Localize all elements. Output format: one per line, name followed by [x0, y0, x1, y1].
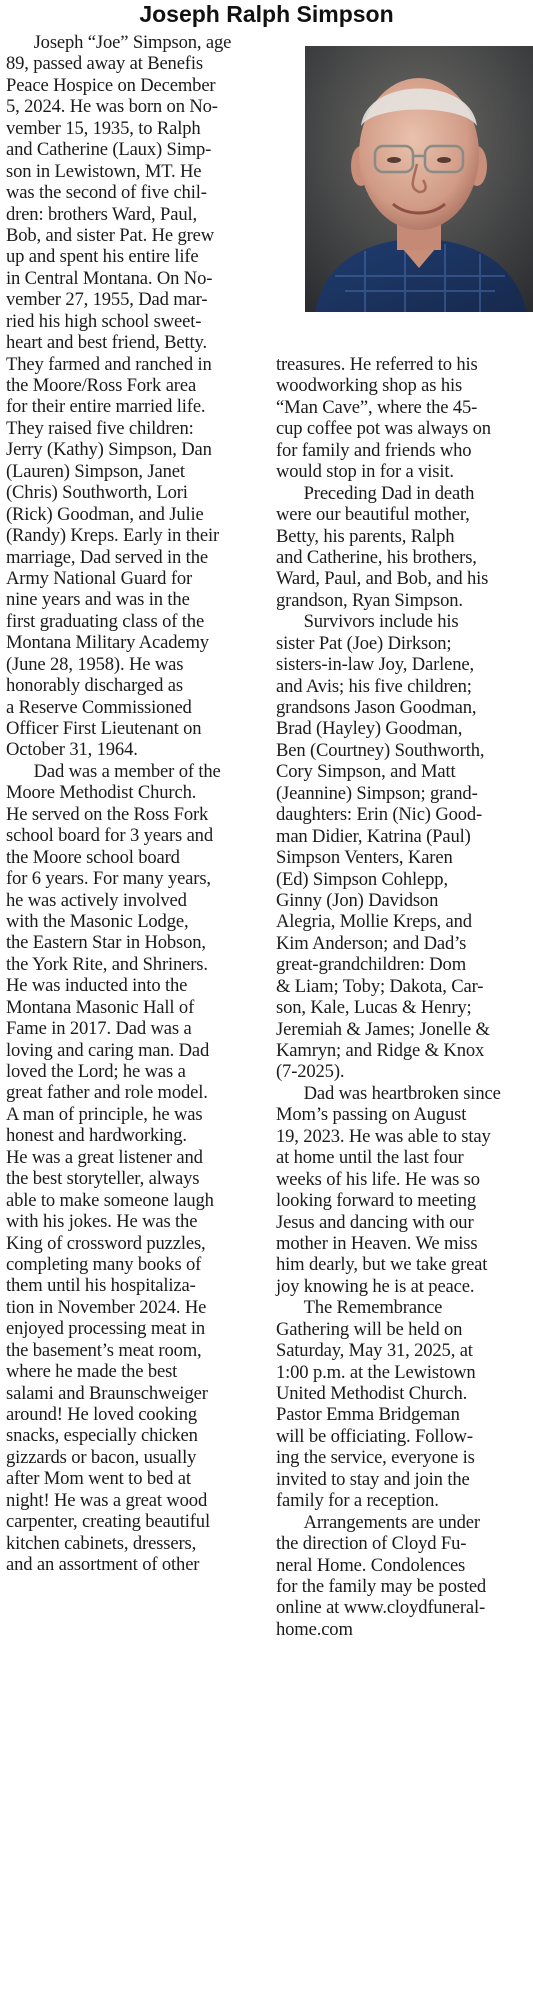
- text-line: and Catherine, his brothers,: [276, 546, 477, 568]
- text-line: (Chris) Southworth, Lori: [6, 482, 188, 504]
- text-line: Gathering will be held on: [276, 1318, 463, 1340]
- text-line: (Jeannine) Simpson; grand-: [276, 782, 478, 804]
- text-line: (June 28, 1958). He was: [6, 653, 184, 675]
- text-line: Officer First Lieutenant on: [6, 718, 202, 739]
- text-line: tion in November 2024. He: [6, 1296, 207, 1318]
- text-line: grandson, Ryan Simpson.: [276, 589, 463, 611]
- text-line: completing many books of: [6, 1253, 202, 1275]
- text-line: kitchen cabinets, dressers,: [6, 1532, 197, 1554]
- text-line: loved the Lord; he was a: [6, 1061, 186, 1082]
- text-line: Fame in 2017. Dad was a: [6, 1018, 192, 1040]
- text-line: He served on the Ross Fork: [6, 803, 209, 825]
- text-line: home.com: [276, 1618, 353, 1640]
- text-line: (Ed) Simpson Cohlepp,: [276, 868, 448, 890]
- text-line: where he made the best: [6, 1361, 178, 1383]
- text-line: Arrangements are under: [276, 1511, 480, 1533]
- text-line: able to make someone laugh: [6, 1189, 214, 1211]
- text-line: sisters-in-law Joy, Darlene,: [276, 654, 475, 676]
- text-line: He was a great listener and: [6, 1146, 203, 1168]
- text-line: invited to stay and join the: [276, 1468, 470, 1490]
- text-line: a Reserve Commissioned: [6, 696, 192, 718]
- text-line: and Avis; his five children;: [276, 675, 472, 697]
- text-line: Pastor Emma Bridgeman: [276, 1404, 460, 1426]
- text-line: night! He was a great wood: [6, 1489, 208, 1511]
- text-line: Dad was a member of the: [6, 760, 221, 782]
- text-line: Dad was heartbroken since: [276, 1082, 501, 1104]
- text-line: cup coffee pot was always on: [276, 418, 491, 440]
- text-line: ried his high school sweet-: [6, 310, 202, 332]
- text-line: family for a reception.: [276, 1490, 439, 1512]
- portrait-photo: [305, 46, 533, 312]
- text-line: Jeremiah & James; Jonelle &: [276, 1018, 490, 1040]
- text-line: after Mom went to bed at: [6, 1468, 191, 1490]
- text-line: Alegria, Mollie Kreps, and: [276, 911, 472, 933]
- text-line: online at www.cloydfuneral-: [276, 1597, 486, 1619]
- text-line: were our beautiful mother,: [276, 504, 470, 526]
- text-line: Peace Hospice on December: [6, 74, 216, 96]
- text-line: (7-2025).: [276, 1061, 345, 1083]
- text-line: weeks of his life. He was so: [276, 1168, 480, 1190]
- text-line: Ben (Courtney) Southworth,: [276, 739, 485, 761]
- text-line: with the Masonic Lodge,: [6, 910, 189, 932]
- text-line: for the family may be posted: [276, 1575, 487, 1597]
- text-line: was the second of five chil-: [6, 182, 207, 204]
- text-line: son in Lewistown, MT. He: [6, 160, 202, 182]
- text-line: (Rick) Goodman, and Julie: [6, 503, 204, 525]
- text-line: “Man Cave”, where the 45-: [276, 396, 478, 418]
- text-line: man Didier, Katrina (Paul): [276, 825, 471, 847]
- text-line: 89, passed away at Benefis: [6, 53, 203, 75]
- obituary-title: Joseph Ralph Simpson: [139, 1, 394, 27]
- text-line: honorably discharged as: [6, 675, 183, 697]
- text-line: ing the service, everyone is: [276, 1447, 475, 1469]
- text-line: nine years and was in the: [6, 589, 190, 611]
- text-line: mother in Heaven. We miss: [276, 1232, 478, 1254]
- text-line: vember 15, 1935, to Ralph: [6, 117, 201, 139]
- text-line: the Moore/Ross Fork area: [6, 375, 197, 396]
- text-line: the Eastern Star in Hobson,: [6, 932, 206, 954]
- text-line: woodworking shop as his: [276, 375, 463, 397]
- text-line: for their entire married life.: [6, 396, 206, 418]
- text-line: daughters: Erin (Nic) Good-: [276, 804, 483, 826]
- text-line: Kamryn; and Ridge & Knox: [276, 1040, 485, 1061]
- text-line: (Lauren) Simpson, Janet: [6, 460, 185, 482]
- portrait-illustration: [305, 46, 533, 312]
- text-line: 1:00 p.m. at the Lewistown: [276, 1361, 476, 1383]
- text-line: He was inducted into the: [6, 975, 188, 997]
- text-line: Army National Guard for: [6, 567, 193, 589]
- text-line: Kim Anderson; and Dad’s: [276, 932, 467, 954]
- text-line: dren: brothers Ward, Paul,: [6, 203, 197, 225]
- text-line: salami and Braunschweiger: [6, 1382, 208, 1404]
- text-line: for 6 years. For many years,: [6, 868, 211, 890]
- text-line: Joseph “Joe” Simpson, age: [6, 32, 232, 53]
- text-line: school board for 3 years and: [6, 825, 213, 847]
- text-line: Betty, his parents, Ralph: [276, 525, 455, 547]
- text-line: Montana Masonic Hall of: [6, 996, 195, 1018]
- text-line: with his jokes. He was the: [6, 1211, 198, 1233]
- text-line: Bob, and sister Pat. He grew: [6, 224, 215, 246]
- text-line: the basement’s meat room,: [6, 1339, 202, 1361]
- text-line: Mom’s passing on August: [276, 1104, 467, 1126]
- text-line: in Central Montana. On No-: [6, 267, 213, 289]
- text-line: them until his hospitaliza-: [6, 1275, 196, 1297]
- text-line: and Catherine (Laux) Simp-: [6, 139, 212, 161]
- text-line: They farmed and ranched in: [6, 353, 212, 375]
- text-line: looking forward to meeting: [276, 1190, 477, 1212]
- text-line: The Remembrance: [276, 1297, 443, 1319]
- text-line: United Methodist Church.: [276, 1383, 468, 1404]
- text-line: They raised five children:: [6, 417, 194, 439]
- text-line: Montana Military Academy: [6, 632, 209, 654]
- text-line: the direction of Cloyd Fu-: [276, 1533, 467, 1555]
- text-line: the York Rite, and Shriners.: [6, 953, 208, 975]
- text-line: for family and friends who: [276, 439, 472, 461]
- text-line: (Randy) Kreps. Early in their: [6, 525, 220, 547]
- text-line: October 31, 1964.: [6, 739, 138, 761]
- text-line: Cory Simpson, and Matt: [276, 761, 456, 783]
- text-line: grandsons Jason Goodman,: [276, 697, 477, 718]
- text-line: at home until the last four: [276, 1147, 464, 1169]
- text-line: around! He loved cooking: [6, 1404, 198, 1425]
- text-line: the Moore school board: [6, 846, 180, 868]
- text-line: up and spent his entire life: [6, 246, 199, 268]
- text-line: Saturday, May 31, 2025, at: [276, 1340, 473, 1362]
- text-line: Jesus and dancing with our: [276, 1211, 474, 1233]
- text-line: treasures. He referred to his: [276, 354, 478, 375]
- text-line: the best storyteller, always: [6, 1168, 200, 1190]
- text-line: 19, 2023. He was able to stay: [276, 1125, 491, 1147]
- text-line: Survivors include his: [276, 611, 459, 633]
- text-line: Ward, Paul, and Bob, and his: [276, 568, 489, 590]
- text-line: marriage, Dad served in the: [6, 546, 208, 568]
- text-line: Jerry (Kathy) Simpson, Dan: [6, 439, 212, 461]
- text-line: great father and role model.: [6, 1082, 208, 1104]
- text-line: Ginny (Jon) Davidson: [276, 889, 439, 911]
- text-line: carpenter, creating beautiful: [6, 1511, 210, 1533]
- text-line: would stop in for a visit.: [276, 461, 454, 483]
- text-line: and an assortment of other: [6, 1554, 200, 1576]
- text-line: 5, 2024. He was born on No-: [6, 96, 218, 118]
- text-line: will be officiating. Follow-: [276, 1425, 473, 1447]
- text-line: Preceding Dad in death: [276, 482, 475, 504]
- text-line: first graduating class of the: [6, 610, 205, 632]
- text-line: King of crossword puzzles,: [6, 1232, 206, 1254]
- text-line: honest and hardworking.: [6, 1125, 187, 1147]
- text-line: son, Kale, Lucas & Henry;: [276, 997, 472, 1019]
- text-line: great-grandchildren: Dom: [276, 954, 467, 976]
- text-line: loving and caring man. Dad: [6, 1039, 210, 1061]
- text-line: A man of principle, he was: [6, 1103, 203, 1125]
- text-line: snacks, especially chicken: [6, 1425, 198, 1447]
- text-line: vember 27, 1955, Dad mar-: [6, 289, 208, 311]
- text-line: gizzards or bacon, usually: [6, 1446, 197, 1468]
- text-line: he was actively involved: [6, 889, 187, 911]
- text-line: & Liam; Toby; Dakota, Car-: [276, 975, 484, 997]
- text-line: sister Pat (Joe) Dirkson;: [276, 632, 452, 654]
- text-line: enjoyed processing meat in: [6, 1318, 206, 1340]
- text-line: neral Home. Condolences: [276, 1554, 466, 1576]
- text-line: Moore Methodist Church.: [6, 782, 197, 804]
- text-line: him dearly, but we take great: [276, 1254, 488, 1276]
- text-line: Brad (Hayley) Goodman,: [276, 718, 463, 740]
- left-column: [6, 32, 268, 1576]
- text-line: Simpson Venters, Karen: [276, 847, 453, 869]
- text-line: joy knowing he is at peace.: [276, 1275, 475, 1297]
- right-column: [276, 354, 530, 1640]
- text-line: heart and best friend, Betty.: [6, 332, 207, 354]
